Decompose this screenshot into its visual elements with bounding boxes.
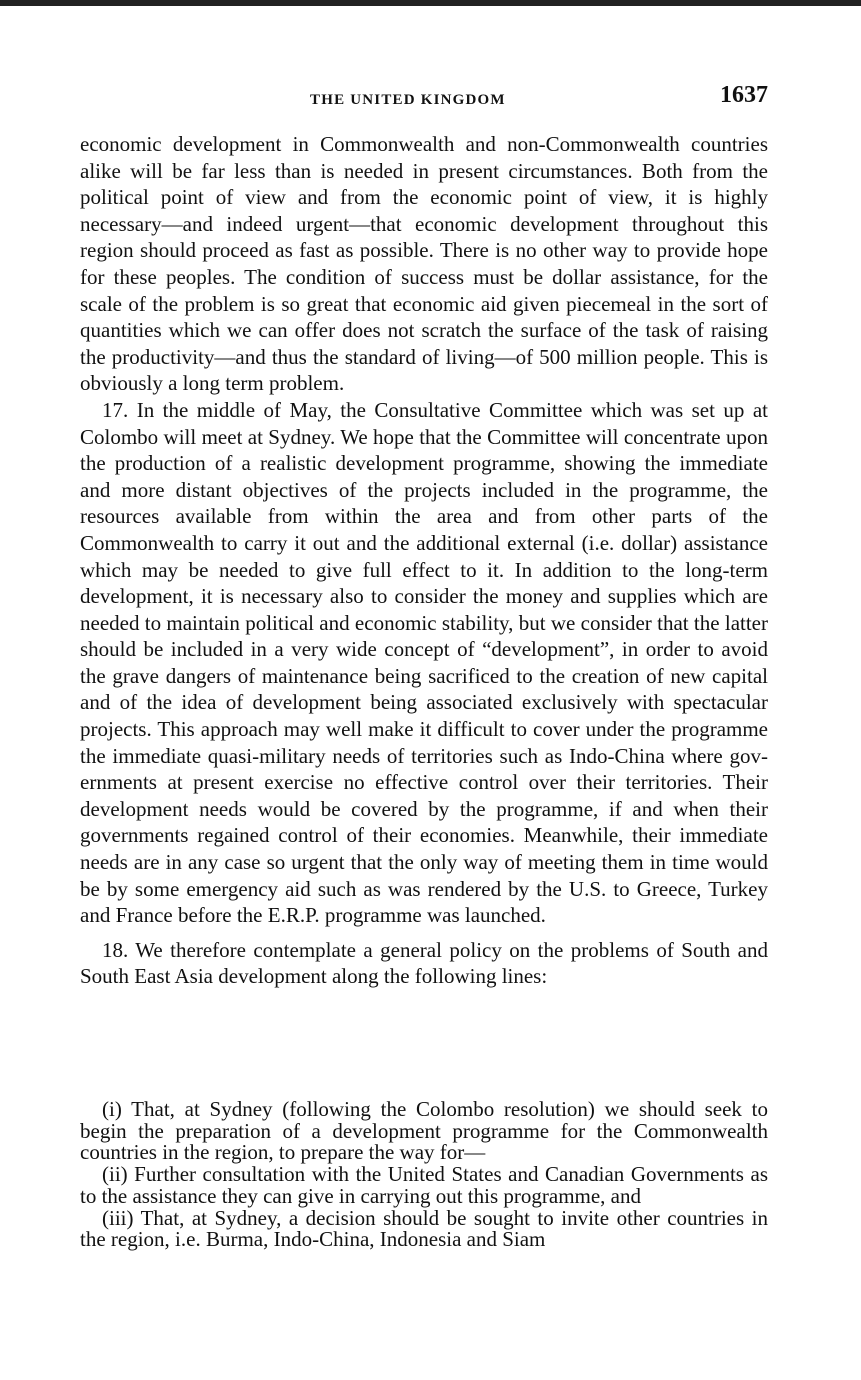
body-text	[80, 131, 768, 990]
list-item-ii: (ii) Further consultation with the United States and Canadian Governments as to the assistance they can give in carrying out this programme, and	[80, 1162, 768, 1208]
list-item-i: (i) That, at Sydney (following the Colombo resolution) we should seek to begin the preparation of a development programme for the Commonwealth countries in the region, to prepare the way for—	[80, 1097, 768, 1165]
policy-list	[80, 1099, 768, 1251]
page-number: 1637	[720, 82, 768, 108]
paragraph-17: 17. In the middle of May, the Consultative Committee which was set up at Colombo will meet at Sydney. We hope that the Committee will concentrate upon the production of a realistic development programme, showing the immediate and more distant objectives of the projects included in the programme, the resources available from within the area and from other parts of the Commonwealth to carry it out and the additional external (i.e. dollar) assistance which may be needed to give full effect to it. In addition to the long-term development, it is necessary also to consider the money and supplies which are needed to maintain political and economic stability, but we consider that the latter should be included in a very wide concept of “development”, in order to avoid the grave dangers of maintenance being sacrificed to the creation of new capital and of the idea of development being associated exclusively with spectacular projects. This approach may well make it difficult to cover under the programme the immediate quasi-military needs of territories such as Indo-China where governments at present exercise no effective control over their territories. Their development needs would be covered by the programme, if and when their governments regained control of their economies. Meanwhile, their immediate needs are in any case so urgent that the only way of meeting them in time would be by some emergency aid such as was rendered by the U.S. to Greece, Turkey and France before the E.R.P. programme was launched.	[80, 397, 768, 928]
paragraph-18: 18. We therefore contemplate a general policy on the problems of South and South East Asia development along the following lines:	[80, 937, 768, 989]
list-item-iii: (iii) That, at Sydney, a decision should be sought to invite other countries in the region, i.e. Burma, Indo-China, Indonesia and Siam	[80, 1205, 768, 1252]
top-border-rule	[0, 0, 861, 6]
page-header	[80, 82, 768, 116]
paragraph-continued: economic development in Commonwealth and non-Commonwealth countries alike will be far less than is needed in present circumstances. Both from the political point of view and from the economic point of view, it is highly necessary—and indeed urgent—that economic development throughout this region should proceed as fast as possible. There is no other way to provide hope for these peoples. The condition of success must be dollar assistance, for the scale of the problem is so great that economic aid given piecemeal in the sort of quantities which we can offer does not scratch the surface of the task of raising the productivity—and thus the standard of living—of 500 million people. This is obviously a long term problem.	[80, 132, 768, 396]
running-head: THE UNITED KINGDOM	[310, 92, 506, 108]
